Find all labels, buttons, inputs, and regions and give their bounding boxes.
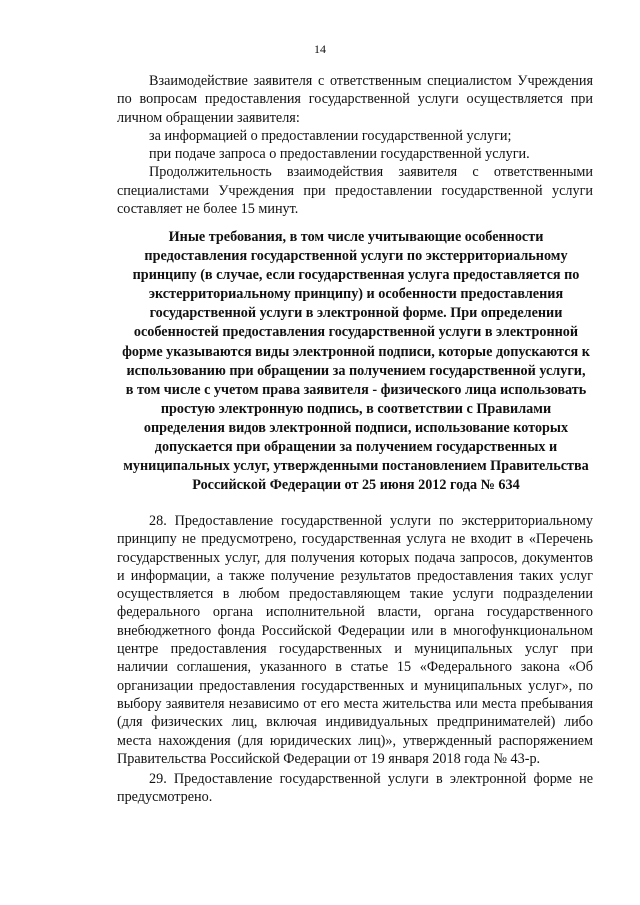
page-number: 14 — [314, 42, 326, 56]
list-item: за информацией о предоставлении государственной услуги; — [149, 127, 512, 144]
clauses-block — [117, 512, 593, 807]
clause-29: 29. Предоставление государственной услуги в электронной форме не предусмотрено. — [117, 771, 593, 806]
duration-paragraph: Продолжительность взаимодействия заявителя с ответственными специалистами Учреждения при предоставлении государственной услуги составляет не более 15 минут. — [117, 164, 593, 218]
interaction-paragraph: Взаимодействие заявителя с ответственным специалистом Учреждения по вопросам предоставления государственной услуги осуществляется при личном обращении заявителя: — [117, 73, 593, 126]
clause-28: 28. Предоставление государственной услуги по экстерриториальному принципу не предусмотрено, государственная услуга не входит в «Перечень государственных услуг, для получения которых подача запросов, документов и информации, а также получение результатов предоставления таких услуг осуществляется в любом предоставляющем такие услуги подразделении федерального органа исполнительной власти, органа государственного внебюджетного фонда Российской Федерации или в многофункциональном центре предоставления государственных и муниципальных услуг при наличии соглашения, указанного в статье 15 «Федерального закона «Об организации предоставления государственных и муниципальных услуг», по выбору заявителя независимо от его места жительства или места пребывания (для физических лиц, включая индивидуальных предпринимателей) либо места нахождения (для юридических лиц)», утвержденный распоряжением Правительства Российской Федерации от 19 января 2018 года № 43-р. — [117, 513, 593, 767]
intro-block — [117, 72, 593, 218]
section-heading: Иные требования, в том числе учитывающие особенности предоставления государственной услуги по экстерриториальному принципу (в случае, если государственная услуга предоставляется по экстерриториальному принципу) и особенности предоставления государственной услуги в электронной форме. При определении особенностей предоставления государственной услуги в электронной форме указываются виды электронной подписи, которые допускаются к использованию при обращении за получением государственной услуги, в том числе с учетом права заявителя - физического лица использовать простую электронную подпись, в соответствии с Правилами определения видов электронной подписи, использование которых допускается при обращении за получением государственных и муниципальных услуг, утвержденными постановлением Правительства Российской Федерации от 25 июня 2012 года № 634 — [122, 229, 590, 494]
list-item: при подаче запроса о предоставлении государственной услуги. — [149, 146, 530, 163]
